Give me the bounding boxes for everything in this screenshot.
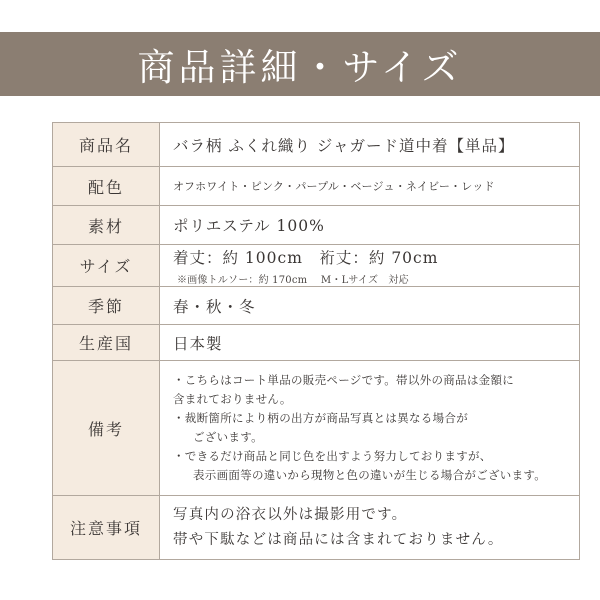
row-value-origin (160, 325, 579, 360)
row-label-size: サイズ (53, 245, 160, 286)
remark-line: ・できるだけ商品と同じ色を出すよう努力しておりますが、 (173, 449, 492, 463)
spec-table (52, 122, 580, 560)
page-title: 商品詳細・サイズ (137, 46, 463, 89)
remark-line: ・裁断箇所により柄の出方が商品写真とは異なる場合が (173, 411, 468, 425)
row-value-product-name (160, 123, 579, 166)
row-value-remarks (160, 361, 579, 495)
row-label-origin: 生産国 (53, 325, 160, 360)
row-label-season: 季節 (53, 287, 160, 324)
row-label-color: 配色 (53, 167, 160, 205)
table-row-material (53, 205, 579, 244)
row-value-material (160, 206, 579, 244)
season-text: 春・秋・冬 (173, 297, 256, 316)
size-note: ※画像トルソー：約 170cm M・Lサイズ 対応 (177, 274, 409, 286)
remark-line: ・こちらはコート単品の販売ページです。帯以外の商品は金額に (173, 373, 515, 387)
header-banner (0, 32, 600, 96)
table-row-product-name (53, 123, 579, 166)
table-row-size (53, 244, 579, 286)
remark-line: 表示画面等の違いから現物と色の違いが生じる場合がございます。 (193, 468, 547, 482)
size-text: 着丈：約 100cm 裄丈：約 70cm (173, 248, 439, 267)
table-row-caution (53, 495, 579, 559)
caution-line: 写真内の浴衣以外は撮影用です。 (173, 506, 408, 523)
table-row-remarks (53, 360, 579, 495)
row-label-material: 素材 (53, 206, 160, 244)
row-label-remarks: 備考 (53, 361, 160, 495)
color-text: オフホワイト・ピンク・パープル・ベージュ・ネイビー・レッド (173, 180, 495, 193)
remark-line: ございます。 (193, 430, 263, 444)
row-label-caution: 注意事項 (53, 496, 160, 559)
table-row-season (53, 286, 579, 324)
row-value-season (160, 287, 579, 324)
row-value-color (160, 167, 579, 205)
origin-text: 日本製 (173, 334, 223, 353)
remark-line: 含まれておりません。 (173, 392, 292, 406)
product-name-text: バラ柄 ふくれ織り ジャガード道中着【単品】 (173, 136, 515, 155)
table-row-color (53, 166, 579, 205)
row-label-product-name: 商品名 (53, 123, 160, 166)
row-value-caution (160, 496, 579, 559)
row-value-size (160, 245, 579, 286)
caution-line: 帯や下駄などは商品には含まれておりません。 (173, 531, 504, 548)
material-text: ポリエステル 100% (173, 217, 325, 235)
table-row-origin (53, 324, 579, 360)
